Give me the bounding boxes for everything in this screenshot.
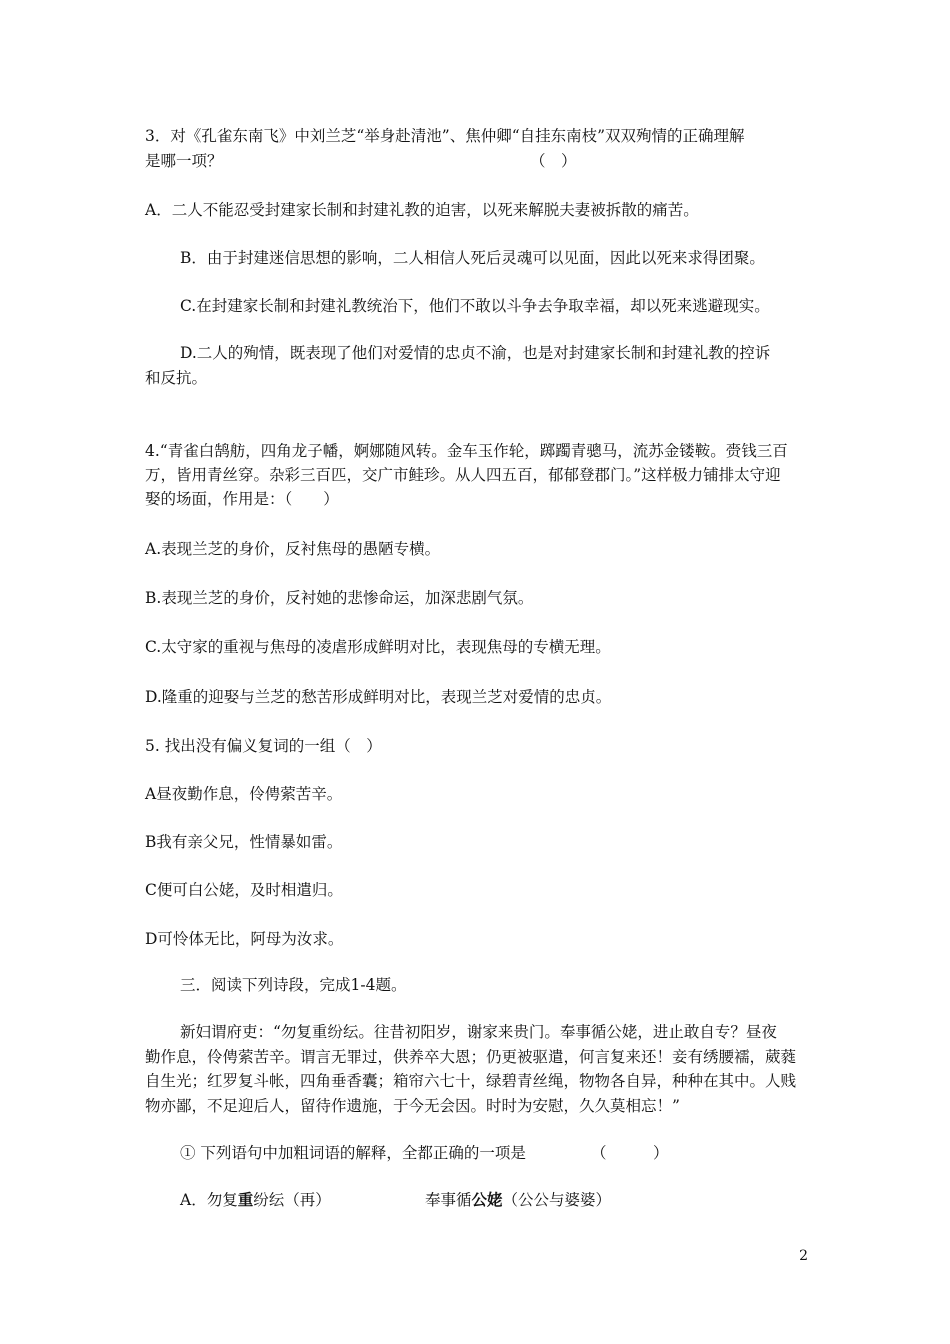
- s3-q1-a2-post: （公公与婆婆）: [502, 1191, 612, 1209]
- q3-option-b: B．由于封建迷信思想的影响，二人相信人死后灵魂可以见面，因此以死来求得团聚。: [180, 249, 765, 267]
- s3-q1-stem-line: [180, 1141, 813, 1165]
- passage-line1: 新妇谓府吏：“勿复重纷纭。往昔初阳岁，谢家来贵门。奉事循公姥，进止敢自专？昼夜: [180, 1023, 777, 1041]
- s3-q1-a-second: [425, 1188, 611, 1212]
- q3-option-a: A．二人不能忍受封建家长制和封建礼教的迫害，以死来解脱夫妻被拆散的痛苦。: [145, 201, 699, 219]
- q3-stem-text: 是哪一项？: [145, 152, 223, 170]
- s3-q1-a-post: 纷纭（再）: [253, 1191, 331, 1209]
- q5-option-b: B我有亲父兄，性情暴如雷。: [145, 833, 343, 851]
- q5-stem: 5. 找出没有偏义复词的一组（ ）: [145, 737, 382, 755]
- q3-option-d-line2: 和反抗。: [145, 369, 208, 387]
- s3-q1-stem: ① 下列语句中加粗词语的解释，全都正确的一项是: [180, 1144, 526, 1162]
- q5-option-d: D可怜体无比，阿母为汝求。: [145, 930, 344, 948]
- passage-line3: 自生光；红罗复斗帐，四角垂香囊；箱帘六七十，绿碧青丝绳，物物各自异，种种在其中。人贱: [145, 1072, 797, 1090]
- q4-option-d: D.隆重的迎娶与兰芝的愁苦形成鲜明对比，表现兰芝对爱情的忠贞。: [145, 688, 612, 706]
- s3-q1-a2-bold-word: 公姥: [471, 1190, 503, 1209]
- q3-option-d-line1: D.二人的殉情，既表现了他们对爱情的忠贞不渝，也是对封建家长制和封建礼教的控诉: [180, 344, 771, 362]
- passage-line2: 勤作息，伶俜萦苦辛。谓言无罪过，供养卒大恩；仍更被驱遣，何言复来还！妾有绣腰襦，葳蕤: [145, 1048, 797, 1066]
- q4-option-c: C.太守家的重视与焦母的凌虐形成鲜明对比，表现焦母的专横无理。: [145, 638, 611, 656]
- s3-q1-a2-pre: 奉事循: [425, 1191, 472, 1209]
- q4-stem-line1: 4.“青雀白鹄舫，四角龙子幡，婀娜随风转。金车玉作轮，踯躅青骢马，流苏金镂鞍。赍钱三百: [145, 442, 788, 460]
- passage-line4: 物亦鄙，不足迎后人，留待作遗施，于今无会因。时时为安慰，久久莫相忘！”: [145, 1097, 680, 1115]
- q3-stem-line1: 3．对《孔雀东南飞》中刘兰芝“举身赴清池”、焦仲卿“自挂东南枝”双双殉情的正确理解: [145, 127, 745, 145]
- q4-stem-line2: 万，皆用青丝穿。杂彩三百匹，交广市鲑珍。从人四五百，郁郁登郡门。”这样极力铺排太守迎: [145, 466, 781, 484]
- q4-stem-line3: 娶的场面，作用是：（ ）: [145, 490, 339, 508]
- s3-q1-paren: （ ）: [591, 1144, 669, 1162]
- q3-option-c: C.在封建家长制和封建礼教统治下，他们不敢以斗争去争取幸福，却以死来逃避现实。: [180, 297, 770, 315]
- q3-answer-paren: （ ）: [530, 152, 577, 170]
- s3-q1-option-a: [180, 1188, 813, 1212]
- q5-option-a: A昼夜勤作息，伶俜萦苦辛。: [145, 785, 343, 803]
- q4-option-a: A.表现兰芝的身价，反衬焦母的愚陋专横。: [145, 540, 441, 558]
- page-number: 2: [799, 1248, 808, 1264]
- q3-stem-line2: [145, 149, 813, 173]
- q4-option-b: B.表现兰芝的身价，反衬她的悲惨命运，加深悲剧气氛。: [145, 589, 534, 607]
- section3-heading: 三．阅读下列诗段，完成1-4题。: [180, 976, 407, 994]
- s3-q1-a-bold-word: 重: [237, 1190, 254, 1209]
- s3-q1-a-pre: A．勿复: [180, 1191, 238, 1209]
- q5-option-c: C便可白公姥，及时相遣归。: [145, 881, 343, 899]
